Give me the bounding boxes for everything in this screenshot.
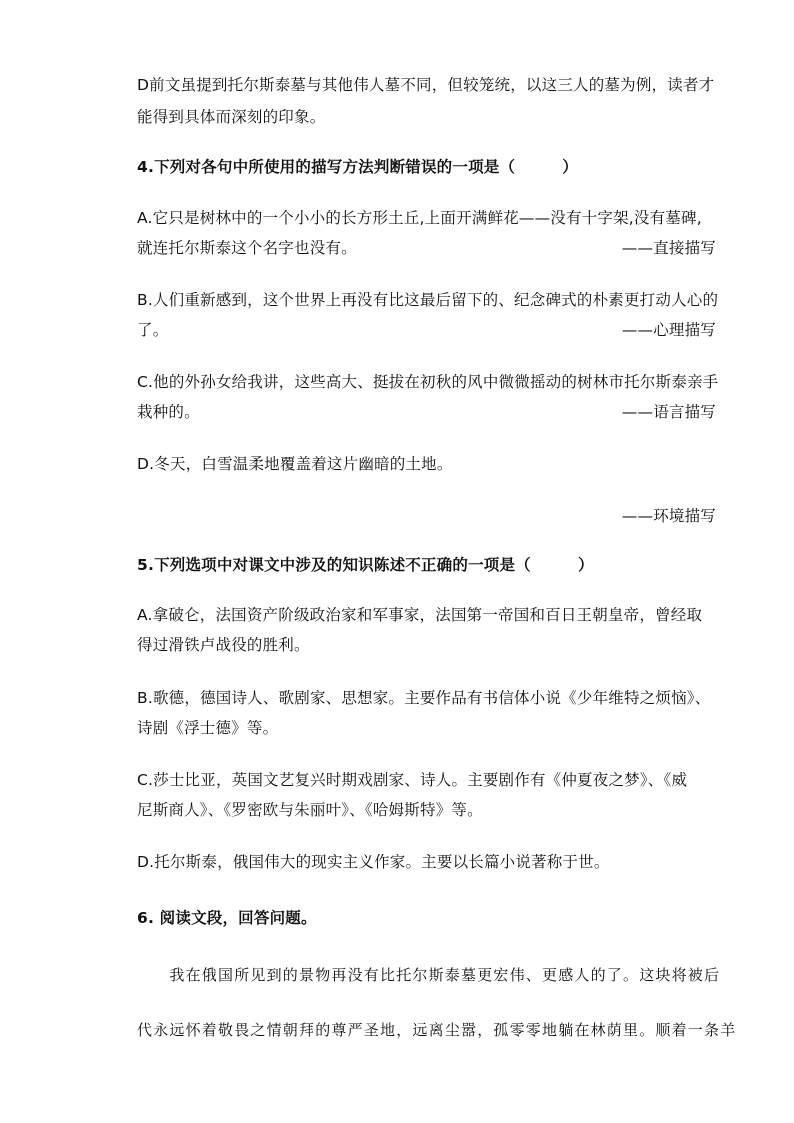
question-5-option-a-line-1: A.拿破仑，法国资产阶级政治家和军事家，法国第一帝国和百日王朝皇帝，曾经取 — [137, 606, 703, 624]
question-4-option-b-tag: ——心理描写 — [621, 321, 716, 339]
question-4-option-c-line-1: C.他的外孙女给我讲，这些高大、挺拔在初秋的风中微微摇动的树林市托尔斯泰亲手 — [137, 373, 719, 391]
question-6-title: 6. 阅读文段，回答问题。 — [137, 909, 317, 927]
passage-line-2: 代永远怀着敬畏之情朝拜的尊严圣地，远离尘嚣，孤零零地躺在林荫里。顺着一条羊 — [137, 1021, 737, 1039]
question-5-option-a-line-2: 得过滑铁卢战役的胜利。 — [137, 636, 310, 654]
question-5-option-d-line-1: D.托尔斯泰，俄国伟大的现实主义作家。主要以长篇小说著称于世。 — [137, 853, 610, 871]
question-4-option-b-line-2: 了。 — [137, 321, 169, 339]
option-d-previous-line-1: D前文虽提到托尔斯泰墓与其他伟人墓不同，但较笼统，以这三人的墓为例，读者才 — [137, 76, 715, 94]
question-5-title: 5.下列选项中对课文中涉及的知识陈述不正确的一项是（ ） — [137, 556, 594, 574]
question-4-option-c-line-2: 栽种的。 — [137, 403, 200, 421]
question-5-option-b-line-2: 诗剧《浮士德》等。 — [137, 719, 279, 737]
question-4-title: 4.下列对各句中所使用的描写方法判断错误的一项是（ ） — [137, 158, 578, 176]
passage-line-1: 我在俄国所见到的景物再没有比托尔斯泰墓更宏伟、更感人的了。这块将被后 — [137, 966, 721, 984]
question-5-option-b-line-1: B.歌德，德国诗人、歌剧家、思想家。主要作品有书信体小说《少年维特之烦恼》、 — [137, 689, 711, 707]
question-4-option-a-line-1: A.它只是树林中的一个小小的长方形土丘,上面开满鲜花——没有十字架,没有墓碑, — [137, 209, 702, 227]
question-4-option-d-line-1: D.冬天，白雪温柔地覆盖着这片幽暗的土地。 — [137, 455, 453, 473]
question-4-option-b-line-1: B.人们重新感到，这个世界上再没有比这最后留下的、纪念碑式的朴素更打动人心的 — [137, 291, 719, 309]
option-d-previous-line-2: 能得到具体而深刻的印象。 — [137, 108, 326, 126]
question-5-option-c-line-2: 尼斯商人》、《罗密欧与朱丽叶》、《哈姆斯特》等。 — [137, 801, 483, 819]
question-5-option-c-line-1: C.莎士比亚，英国文艺复兴时期戏剧家、诗人。主要剧作有《仲夏夜之梦》、《威 — [137, 771, 688, 789]
question-4-option-a-tag: ——直接描写 — [621, 239, 716, 257]
question-4-option-d-tag: ——环境描写 — [621, 507, 716, 525]
question-4-option-c-tag: ——语言描写 — [621, 403, 716, 421]
question-4-option-a-line-2: 就连托尔斯泰这个名字也没有。 — [137, 239, 357, 257]
